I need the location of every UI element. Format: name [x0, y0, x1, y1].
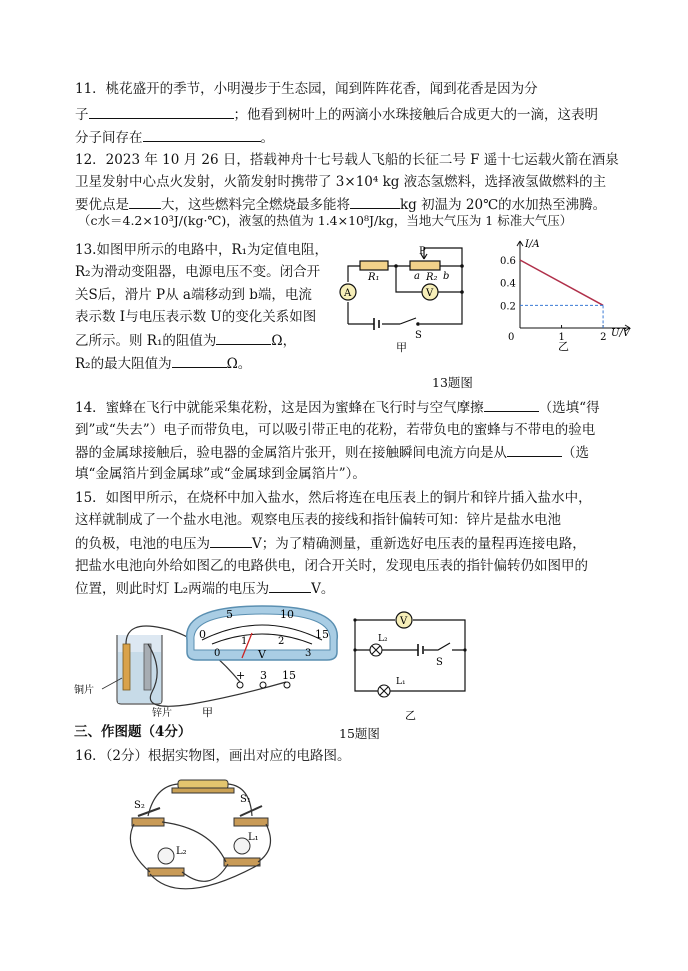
q13-line3: 关S后，滑片 P从 a端移动到 b端，电流 [75, 287, 312, 303]
l1-label: L₁ [248, 832, 259, 843]
meter-unit-v: V [258, 648, 266, 661]
copper-label: 铜片 [74, 685, 94, 696]
q13-caption: 13题图 [432, 375, 473, 390]
meter-bottom-1: 1 [241, 636, 248, 647]
q13-answer-blank-2[interactable] [172, 353, 227, 368]
q14-line1-b: （选填“得 [538, 400, 600, 416]
q11-line2-suffix: ；他看到树叶上的两滴小水珠接触后合成更大的一滴，这表明 [233, 107, 598, 123]
y-tick-label: 0.2 [500, 301, 516, 313]
meter-top-5: 5 [226, 608, 233, 621]
q15-line3-b: V；为了精确测量，重新选好电压表的量程再连接电路， [252, 536, 586, 552]
q12-line1: 12．2023 年 10 月 26 日，搭载神舟十七号载人飞船的长征二号 F 遥十七运载火箭在酒泉 [75, 152, 619, 168]
y-tick-label: 0.6 [500, 256, 516, 267]
l2-label: L₂ [176, 846, 187, 857]
meter-top-0: 0 [199, 628, 206, 641]
q11-line1: 11．桃花盛开的季节，小明漫步于生态园，闻到阵阵花香，闻到花香是因为分 [75, 81, 538, 97]
q15-line4: 把盐水电池向外给如图乙的电路供电，闭合开关时，发现电压表的指针偏转仍如图甲的 [75, 558, 588, 574]
meter-bottom-2: 2 [278, 636, 285, 647]
b-end-label: b [443, 271, 450, 282]
q14-line4: 填“金属箔片到金属球”或“金属球到金属箔片”）。 [75, 466, 366, 482]
q15-answer-blank-1[interactable] [210, 533, 252, 548]
q15-saltwater-battery-figure [72, 600, 352, 720]
q13-line6-b: Ω。 [226, 356, 252, 372]
slider-p-label: P [419, 246, 426, 257]
ammeter-label: A [344, 288, 352, 299]
q12-line3-c: kg 初温为 20℃的水加热至沸腾。 [400, 197, 607, 213]
q11-line2 [75, 104, 598, 125]
zinc-label: 锌片 [152, 708, 172, 719]
q15-line5 [75, 578, 334, 599]
q11-line3-suffix: 。 [260, 130, 274, 146]
q13-line6 [75, 353, 251, 374]
x-axis-label: U/V [611, 328, 631, 339]
meter-bottom-3: 3 [305, 648, 312, 659]
q11-line2-prefix: 子 [75, 107, 89, 123]
q11-answer-blank-2[interactable] [143, 127, 261, 142]
q15-answer-blank-2[interactable] [269, 578, 311, 593]
y-tick-label: 0.4 [500, 278, 516, 290]
a-end-label: a [414, 271, 420, 282]
section3-heading: 三、作图题（4分） [74, 724, 192, 740]
q15-caption: 15题图 [339, 726, 380, 741]
q14-line1 [75, 397, 600, 418]
q16-physical-circuit-figure [120, 768, 280, 908]
q11-line3-prefix: 分子间存在 [75, 130, 143, 146]
q14-answer-blank-1[interactable] [484, 397, 539, 412]
series-line [520, 260, 603, 305]
q13-circuit-diagram [330, 240, 480, 355]
meter-top-10: 10 [280, 608, 294, 621]
q15-line1: 15．如图甲所示，在烧杯中加入盐水，然后将连在电压表上的铜片和锌片插入盐水中， [75, 490, 592, 506]
q11-answer-blank-1[interactable] [89, 104, 234, 119]
q15-voltmeter-label: V [400, 616, 408, 627]
q12-answer-blank-1[interactable] [129, 194, 161, 209]
q12-line2: 卫星发射中心点火发射，火箭发射时携带了 3×10⁴ kg 液态氢燃料，选择液氢做燃料的主 [75, 174, 607, 190]
q16-line1: 16．（2分）根据实物图，画出对应的电路图。 [75, 748, 351, 764]
q13-answer-blank-1[interactable] [216, 330, 271, 345]
r2-label: R₂ [426, 272, 438, 283]
r1-label: R₁ [368, 272, 380, 283]
switch-s-label: S [415, 330, 422, 341]
q15-line3 [75, 533, 586, 554]
q12-answer-blank-2[interactable] [350, 194, 400, 209]
q15-line3-a: 的负极，电池的电压为 [75, 536, 210, 552]
q15-line5-b: V。 [311, 581, 335, 597]
q13-line2: R₂为滑动变阻器，电源电压不变。闭合开 [75, 264, 321, 280]
q13-iu-graph [495, 233, 645, 358]
s2-label: S₂ [134, 800, 145, 811]
meter-bottom-0: 0 [214, 648, 221, 659]
voltmeter-label: V [426, 288, 434, 299]
fig-yi-label: 乙 [558, 340, 569, 353]
terminal-plus-label: + [236, 669, 246, 682]
y-axis-label: I/A [525, 239, 540, 250]
q13-line4: 表示数 I与电压表示数 U的变化关系如图 [75, 309, 317, 325]
q13-line6-a: R₂的最大阻值为 [75, 356, 172, 372]
q15-circuit-yi [350, 605, 470, 725]
q14-answer-blank-2[interactable] [507, 442, 562, 457]
q11-line3 [75, 127, 274, 148]
q12-line3-a: 要优点是 [75, 197, 129, 213]
q15-fig-yi-label: 乙 [405, 709, 416, 722]
fig-jia-label: 甲 [396, 341, 407, 354]
q15-switch-label: S [436, 657, 443, 668]
q15-fig-jia-label: 甲 [202, 706, 213, 719]
s1-label: S₁ [240, 794, 251, 805]
q13-line5-b: Ω， [271, 333, 297, 349]
tick-label-origin: 0 [508, 332, 515, 343]
q13-line1: 13.如图甲所示的电路中，R₁为定值电阻， [75, 242, 329, 258]
terminal-15-label: 15 [282, 669, 296, 682]
terminal-3-label: 3 [260, 669, 267, 682]
x-tick-label: 2 [600, 332, 607, 343]
q14-line3-b: （选 [562, 445, 589, 461]
x-tick-label: 1 [558, 332, 565, 343]
q12-line3-b: 大，这些燃料完全燃烧最多能将 [161, 197, 350, 213]
q14-line1-a: 14．蜜蜂在飞行中就能采集花粉，这是因为蜜蜂在飞行时与空气摩擦 [75, 400, 484, 416]
q15-line2: 这样就制成了一个盐水电池。观察电压表的接线和指针偏转可知：锌片是盐水电池 [75, 512, 561, 528]
q13-line5 [75, 330, 296, 351]
q15-l2-label: L₂ [378, 634, 388, 644]
meter-top-15: 15 [315, 628, 329, 641]
q12-line4: （c水＝4.2×10³J/(kg·℃)，液氢的热值为 1.4×10⁸J/kg，当地大气压为 1 标准大气压） [78, 213, 573, 228]
q14-line3 [75, 442, 589, 463]
q15-l1-label: L₁ [396, 677, 406, 687]
q13-line5-a: 乙所示。则 R₁的阻值为 [75, 333, 217, 349]
q14-line3-a: 器的金属球接触后，验电器的金属箔片张开，则在接触瞬间电流方向是从 [75, 445, 507, 461]
q15-line5-a: 位置，则此时灯 L₂两端的电压为 [75, 581, 270, 597]
q14-line2: 到”或“失去”）电子而带负电，可以吸引带正电的花粉，若带负电的蜜蜂与不带电的验电 [75, 422, 596, 438]
